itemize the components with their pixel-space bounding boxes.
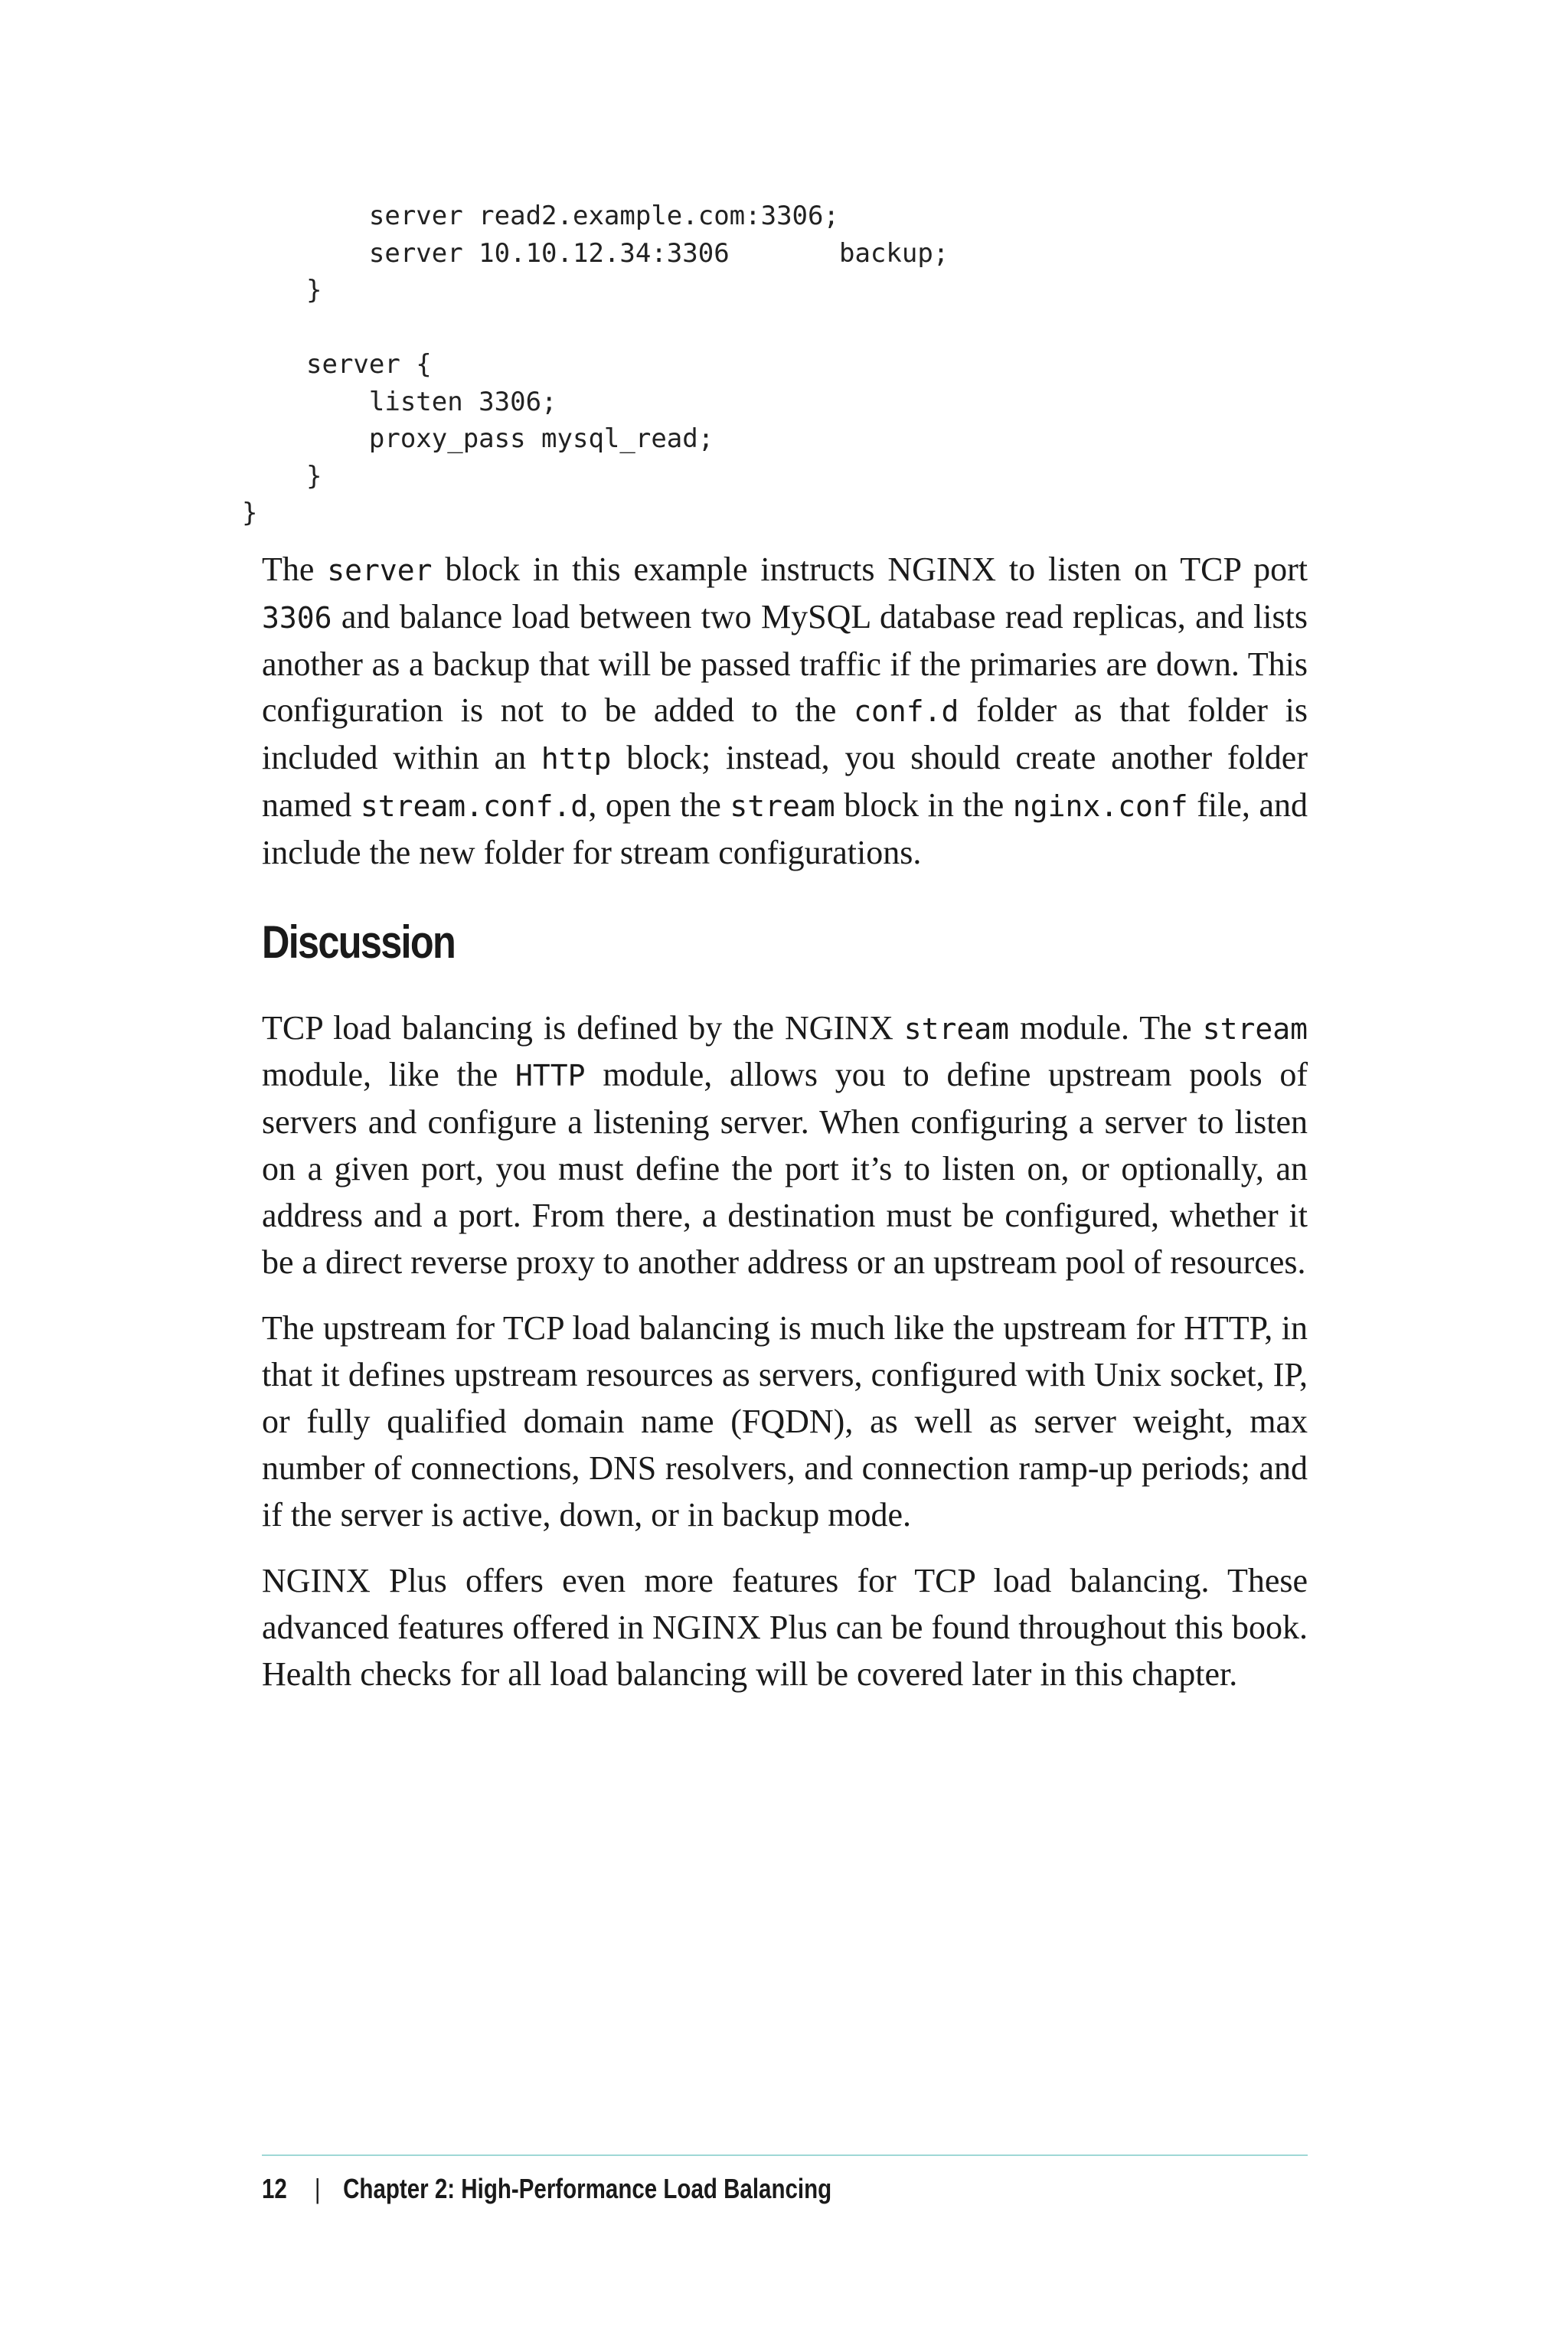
inline-code: HTTP bbox=[515, 1059, 586, 1093]
inline-code: stream bbox=[1202, 1011, 1308, 1046]
code-listing bbox=[242, 198, 1302, 532]
code-line-closing-brace: } bbox=[242, 498, 258, 528]
inline-code: stream bbox=[903, 1011, 1010, 1046]
paragraph-server-block: The server block in this example instructs NGINX to listen on TCP port 3306 and balance load between two MySQL database read replicas, and lists another as a backup that will be passed traffic if the primaries are down. This configuration is not to be added to the conf.d folder as that folder is included within an http block; instead, you should create another folder named stream.conf.d, open the stream block in the nginx.conf file, and include the new folder for stream configurations. bbox=[262, 550, 1308, 871]
paragraph-stream-module: TCP load balancing is defined by the NGINX stream module. The stream module, like the HTTP module, allows you to define upstream pools of servers and configure a listening server. When configuring a server to listen on a given port, you must define the port it’s to listen on, or optionally, an address and a port. From there, a destination must be configured, whether it be a direct reverse proxy to another address or an upstream pool of resources. bbox=[262, 1008, 1308, 1281]
inline-code: stream.conf.d bbox=[360, 789, 589, 823]
code-line: listen 3306; bbox=[306, 386, 557, 417]
inline-code: nginx.conf bbox=[1012, 789, 1188, 823]
code-line: server read2.example.com:3306; bbox=[306, 201, 839, 231]
inline-code: stream bbox=[730, 789, 835, 823]
paragraph-nginx-plus: NGINX Plus offers even more features for TCP load balancing. These advanced features offered in NGINX Plus can be found throughout this book. Health checks for all load balancing will be covered later in this chapter. bbox=[262, 1562, 1308, 1693]
code-line: } bbox=[306, 460, 322, 492]
chapter-title: Chapter 2: High-Performance Load Balancing bbox=[343, 2173, 832, 2204]
code-line bbox=[306, 309, 1302, 347]
footer-divider bbox=[262, 2154, 1308, 2156]
paragraph-upstream: The upstream for TCP load balancing is much like the upstream for HTTP, in that it defines upstream resources as servers, configured with Unix socket, IP, or fully qualified domain name (FQDN), as well as server weight, max number of connections, DNS resolvers, and connection ramp-up periods; and if the server is active, down, or in backup mode. bbox=[262, 1309, 1308, 1534]
code-line: } bbox=[306, 275, 322, 305]
code-line: server { bbox=[306, 349, 432, 380]
footer-separator: | bbox=[314, 2173, 321, 2204]
code-line: server 10.10.12.34:3306 backup; bbox=[306, 237, 949, 269]
inline-code: 3306 bbox=[262, 600, 332, 635]
page-number: 12 bbox=[262, 2173, 287, 2204]
page-footer bbox=[262, 2170, 831, 2208]
section-heading-discussion: Discussion bbox=[262, 916, 456, 968]
inline-code: conf.d bbox=[854, 694, 959, 729]
inline-code: http bbox=[541, 742, 612, 776]
page-body bbox=[262, 547, 1308, 1698]
inline-code: server bbox=[327, 554, 433, 587]
code-line: proxy_pass mysql_read; bbox=[306, 423, 714, 454]
